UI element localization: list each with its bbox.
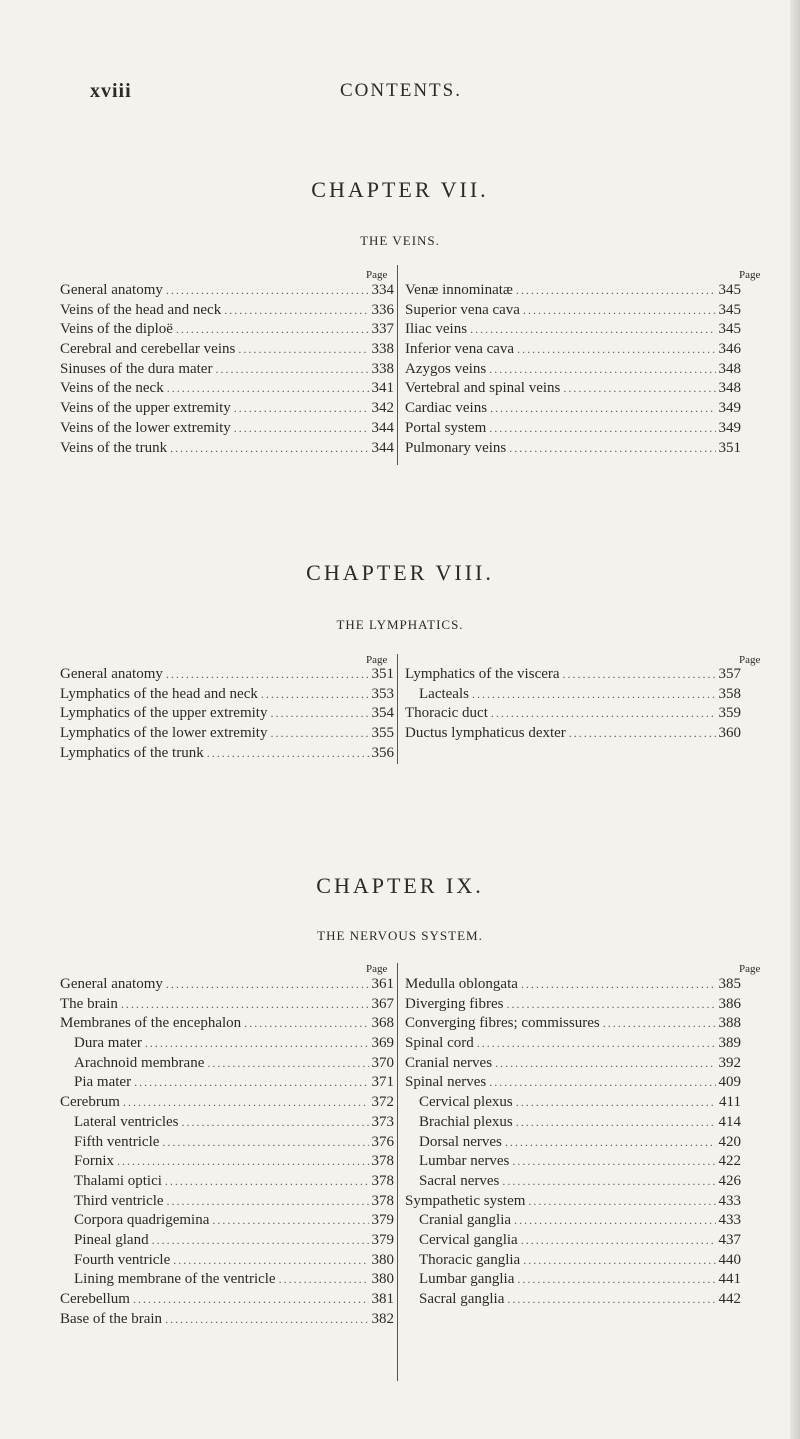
dot-leader (470, 322, 715, 337)
toc-entry-label: Cerebellum (60, 1291, 130, 1307)
toc-entry (405, 302, 741, 322)
toc-entry-page: 358 (718, 685, 741, 702)
dot-leader (528, 1194, 715, 1209)
toc-entry-page: 411 (719, 1094, 741, 1111)
toc-entry-label: Pia mater (74, 1074, 132, 1091)
dot-leader (145, 1036, 369, 1051)
dot-leader (212, 1213, 368, 1228)
toc-entry-page: 376 (371, 1133, 394, 1150)
column-divider (397, 654, 398, 764)
dot-leader (167, 1194, 369, 1209)
toc-entry (60, 302, 394, 322)
toc-entry-label: Lymphatics of the head and neck (60, 685, 258, 702)
toc-entry-page: 379 (371, 1231, 394, 1248)
toc-entry-page: 371 (371, 1074, 394, 1091)
dot-leader (489, 1075, 715, 1090)
chapter-subtitle: THE LYMPHATICS. (336, 617, 464, 632)
chapter-subtitle: THE VEINS. (360, 233, 440, 248)
toc-entry-label: Superior vena cava (405, 301, 520, 318)
toc-entry (405, 996, 741, 1016)
toc-entry-label: Venæ innominatæ (405, 282, 513, 298)
dot-leader (495, 1056, 715, 1071)
dot-leader (489, 421, 715, 436)
toc-entry-label: Lateral ventricles (74, 1113, 179, 1130)
dot-leader (521, 1233, 716, 1248)
toc-entry (60, 996, 394, 1016)
toc-entry-label: Sacral nerves (419, 1172, 500, 1189)
dot-leader (121, 997, 369, 1012)
toc-entry-label: Veins of the diploë (60, 321, 173, 338)
toc-entry-page: 373 (371, 1113, 394, 1130)
dot-leader (270, 726, 368, 741)
toc-entry (60, 1291, 394, 1311)
page-column-label: Page (739, 269, 761, 281)
dot-leader (521, 977, 716, 992)
toc-entry (60, 705, 394, 725)
toc-entry-label: Ductus lymphaticus dexter (405, 725, 566, 742)
toc-entry-label: Veins of the lower extremity (60, 419, 231, 436)
toc-entry (60, 1193, 394, 1213)
toc-entry-label: Cervical plexus (419, 1094, 513, 1111)
dot-leader (516, 283, 716, 298)
toc-entry-page: 378 (371, 1153, 394, 1170)
toc-entry (405, 440, 741, 460)
toc-entry-label: Sacral ganglia (419, 1291, 505, 1307)
toc-entry-page: 380 (371, 1271, 394, 1288)
toc-entry (60, 976, 394, 996)
toc-entry (60, 282, 394, 302)
chapter-heading: CHAPTER VIII. (306, 560, 494, 585)
toc-entry-page: 356 (371, 744, 394, 761)
toc-entry-label: Fornix (74, 1153, 115, 1170)
dot-leader (134, 1075, 368, 1090)
dot-leader (215, 362, 368, 377)
toc-entry-page: 433 (718, 1212, 741, 1229)
toc-column-right (405, 666, 741, 745)
toc-entry-page: 345 (718, 321, 741, 338)
toc-entry-label: Vertebral and spinal veins (405, 380, 561, 397)
toc-entry-label: Cardiac veins (405, 400, 488, 417)
toc-entry (405, 361, 741, 381)
toc-entry (60, 420, 394, 440)
toc-entry (60, 725, 394, 745)
toc-entry-page: 367 (371, 995, 394, 1012)
toc-entry-label: Lymphatics of the trunk (60, 744, 204, 761)
dot-leader (279, 1272, 369, 1287)
toc-entry-page: 349 (718, 400, 741, 417)
toc-entry (60, 1094, 394, 1114)
toc-entry (405, 1232, 741, 1252)
toc-entry (405, 1252, 741, 1272)
toc-entry-page: 440 (718, 1251, 741, 1268)
dot-leader (162, 1135, 368, 1150)
toc-entry (405, 666, 741, 686)
toc-entry-page: 338 (371, 341, 394, 358)
toc-entry (405, 1173, 741, 1193)
dot-leader (514, 1213, 715, 1228)
toc-entry (60, 400, 394, 420)
toc-entry (60, 1074, 394, 1094)
toc-entry-label: General anatomy (60, 666, 163, 682)
toc-entry-label: Veins of the upper extremity (60, 400, 231, 417)
toc-entry (405, 1193, 741, 1213)
toc-entry (60, 1035, 394, 1055)
toc-entry (405, 282, 741, 302)
toc-entry (60, 341, 394, 361)
toc-entry (60, 1252, 394, 1272)
page-column-label: Page (739, 963, 761, 975)
toc-entry-page: 360 (718, 725, 741, 742)
dot-leader (512, 1154, 715, 1169)
running-title: CONTENTS. (340, 80, 462, 101)
toc-entry-page: 426 (718, 1172, 741, 1189)
toc-entry-label: General anatomy (60, 976, 163, 992)
toc-entry-page: 334 (371, 282, 394, 298)
dot-leader (509, 441, 715, 456)
toc-entry (60, 745, 394, 765)
toc-entry (60, 1153, 394, 1173)
column-divider (397, 963, 398, 1381)
toc-entry-page: 336 (371, 301, 394, 318)
toc-entry-page: 345 (718, 301, 741, 318)
page-column-label: Page (366, 654, 388, 666)
toc-entry-page: 354 (371, 705, 394, 722)
dot-leader (173, 1253, 368, 1268)
toc-entry (405, 1094, 741, 1114)
toc-entry (60, 1271, 394, 1291)
toc-column-right (405, 282, 741, 459)
dot-leader (207, 746, 369, 761)
toc-entry-page: 370 (371, 1054, 394, 1071)
toc-entry (60, 1173, 394, 1193)
toc-entry-page: 437 (718, 1231, 741, 1248)
toc-entry (60, 361, 394, 381)
toc-entry-label: Veins of the head and neck (60, 301, 222, 318)
toc-entry-label: Cranial ganglia (419, 1212, 512, 1229)
toc-entry-label: Dura mater (74, 1035, 142, 1052)
dot-leader (523, 303, 716, 318)
toc-entry-page: 346 (718, 341, 741, 358)
toc-entry-label: Arachnoid membrane (74, 1054, 205, 1071)
chapter-heading: CHAPTER IX. (316, 873, 484, 898)
toc-entry-page: 441 (718, 1271, 741, 1288)
column-divider (397, 265, 398, 465)
dot-leader (516, 1095, 716, 1110)
dot-leader (167, 381, 369, 396)
dot-leader (505, 1135, 716, 1150)
toc-entry (405, 1134, 741, 1154)
toc-entry (405, 1271, 741, 1291)
toc-entry-label: Spinal nerves (405, 1074, 487, 1091)
toc-entry (405, 341, 741, 361)
toc-entry (60, 380, 394, 400)
toc-entry-page: 378 (371, 1192, 394, 1209)
toc-entry-page: 353 (371, 685, 394, 702)
toc-entry-page: 344 (371, 439, 394, 456)
toc-entry-page: 357 (718, 666, 741, 682)
dot-leader (176, 322, 369, 337)
toc-entry-page: 361 (371, 976, 394, 992)
dot-leader (234, 401, 369, 416)
dot-leader (477, 1036, 716, 1051)
toc-entry (60, 686, 394, 706)
dot-leader (491, 706, 716, 721)
toc-entry-page: 381 (371, 1291, 394, 1307)
toc-entry (405, 705, 741, 725)
toc-entry (405, 1055, 741, 1075)
dot-leader (244, 1016, 368, 1031)
dot-leader (563, 381, 715, 396)
toc-entry-page: 378 (371, 1172, 394, 1189)
toc-entry-page: 382 (371, 1310, 394, 1327)
toc-entry (60, 1311, 394, 1331)
toc-entry (60, 1232, 394, 1252)
toc-entry-label: Iliac veins (405, 321, 468, 338)
toc-entry-label: Portal system (405, 419, 487, 436)
dot-leader (489, 362, 715, 377)
toc-entry-label: Lymphatics of the viscera (405, 666, 560, 682)
toc-entry (60, 1212, 394, 1232)
toc-entry-page: 372 (371, 1094, 394, 1111)
toc-entry (60, 1015, 394, 1035)
dot-leader (523, 1253, 715, 1268)
toc-entry-label: Diverging fibres (405, 995, 504, 1012)
toc-entry-label: Base of the brain (60, 1310, 163, 1327)
toc-entry-page: 345 (718, 282, 741, 298)
toc-entry-label: Lining membrane of the ventricle (74, 1271, 276, 1288)
toc-entry-label: Sympathetic system (405, 1192, 526, 1209)
toc-entry-label: Thoracic duct (405, 705, 488, 722)
toc-entry-label: Lumbar nerves (419, 1153, 510, 1170)
toc-entry-label: Pulmonary veins (405, 439, 507, 456)
dot-leader (507, 1292, 715, 1307)
dot-leader (603, 1016, 716, 1031)
toc-entry (60, 1055, 394, 1075)
toc-entry (405, 321, 741, 341)
toc-entry-label: Thalami optici (74, 1172, 162, 1189)
toc-entry-page: 349 (718, 419, 741, 436)
toc-entry-page: 341 (371, 380, 394, 397)
toc-entry-label: Cranial nerves (405, 1054, 493, 1071)
toc-entry-label: Cerebral and cerebellar veins (60, 341, 236, 358)
toc-column-left (60, 666, 394, 764)
toc-entry-page: 355 (371, 725, 394, 742)
toc-entry-label: Inferior vena cava (405, 341, 515, 358)
toc-entry-page: 344 (371, 419, 394, 436)
dot-leader (238, 342, 368, 357)
toc-entry-page: 442 (718, 1291, 741, 1307)
toc-entry-page: 338 (371, 360, 394, 377)
toc-entry (405, 725, 741, 745)
toc-entry-label: Lymphatics of the lower extremity (60, 725, 268, 742)
toc-entry-label: Third ventricle (74, 1192, 164, 1209)
toc-entry-label: Fourth ventricle (74, 1251, 171, 1268)
toc-entry (60, 1134, 394, 1154)
toc-entry-label: Lumbar ganglia (419, 1271, 515, 1288)
toc-entry (405, 1074, 741, 1094)
toc-entry-label: Converging fibres; commissures (405, 1015, 600, 1032)
page-edge-shadow (790, 0, 800, 1439)
dot-leader (117, 1154, 368, 1169)
toc-entry (405, 380, 741, 400)
dot-leader (166, 667, 369, 682)
toc-entry-page: 380 (371, 1251, 394, 1268)
toc-entry (405, 686, 741, 706)
dot-leader (166, 283, 369, 298)
toc-entry (405, 420, 741, 440)
dot-leader (270, 706, 368, 721)
toc-entry-page: 422 (718, 1153, 741, 1170)
toc-entry-label: Veins of the neck (60, 380, 164, 397)
toc-entry (60, 1114, 394, 1134)
dot-leader (563, 667, 716, 682)
page-column-label: Page (739, 654, 761, 666)
toc-entry-page: 385 (718, 976, 741, 992)
toc-entry-label: Veins of the trunk (60, 439, 168, 456)
toc-column-right (405, 976, 741, 1311)
chapter-heading: CHAPTER VII. (311, 177, 489, 202)
toc-entry-label: Azygos veins (405, 360, 487, 377)
toc-entry (405, 1153, 741, 1173)
toc-entry (405, 1212, 741, 1232)
dot-leader (261, 687, 369, 702)
toc-entry-page: 348 (718, 360, 741, 377)
toc-entry-page: 359 (718, 705, 741, 722)
toc-entry-page: 351 (718, 439, 741, 456)
toc-entry-label: Spinal cord (405, 1035, 474, 1052)
toc-entry-label: Dorsal nerves (419, 1133, 502, 1150)
toc-entry-page: 379 (371, 1212, 394, 1229)
running-head (0, 80, 800, 104)
toc-entry (405, 400, 741, 420)
dot-leader (234, 421, 369, 436)
dot-leader (472, 687, 716, 702)
toc-entry-page: 369 (371, 1035, 394, 1052)
dot-leader (502, 1174, 715, 1189)
page-column-label: Page (366, 963, 388, 975)
toc-entry (405, 1291, 741, 1311)
toc-entry (405, 1015, 741, 1035)
dot-leader (165, 1174, 369, 1189)
toc-entry-label: Medulla oblongata (405, 976, 518, 992)
toc-entry-page: 389 (718, 1035, 741, 1052)
toc-column-left (60, 282, 394, 459)
dot-leader (133, 1292, 369, 1307)
toc-entry-page: 433 (718, 1192, 741, 1209)
toc-entry-page: 351 (371, 666, 394, 682)
toc-column-left (60, 976, 394, 1330)
toc-entry-label: Corpora quadrigemina (74, 1212, 210, 1229)
toc-entry-page: 409 (718, 1074, 741, 1091)
toc-entry-label: Fifth ventricle (74, 1133, 160, 1150)
toc-entry-page: 368 (371, 1015, 394, 1032)
dot-leader (123, 1095, 369, 1110)
toc-entry-page: 392 (718, 1054, 741, 1071)
dot-leader (152, 1233, 369, 1248)
toc-entry (60, 321, 394, 341)
dot-leader (170, 441, 368, 456)
toc-entry-page: 337 (371, 321, 394, 338)
dot-leader (516, 1115, 716, 1130)
toc-entry-page: 414 (718, 1113, 741, 1130)
chapter-subtitle: THE NERVOUS SYSTEM. (317, 928, 483, 943)
toc-entry-label: Membranes of the encephalon (60, 1015, 242, 1032)
toc-entry (405, 1114, 741, 1134)
toc-entry-label: Cervical ganglia (419, 1231, 518, 1248)
toc-entry-label: Brachial plexus (419, 1113, 513, 1130)
dot-leader (517, 1272, 715, 1287)
toc-entry (60, 440, 394, 460)
toc-entry (60, 666, 394, 686)
page-column-label: Page (366, 269, 388, 281)
dot-leader (182, 1115, 369, 1130)
toc-entry-label: General anatomy (60, 282, 163, 298)
dot-leader (166, 977, 369, 992)
toc-entry-page: 348 (718, 380, 741, 397)
toc-entry-page: 342 (371, 400, 394, 417)
dot-leader (224, 303, 368, 318)
toc-entry-page: 388 (718, 1015, 741, 1032)
dot-leader (506, 997, 715, 1012)
toc-entry-label: Cerebrum (60, 1094, 120, 1111)
toc-entry-label: Thoracic ganglia (419, 1251, 521, 1268)
toc-entry-label: Pineal gland (74, 1231, 149, 1248)
toc-entry-label: Sinuses of the dura mater (60, 360, 213, 377)
toc-entry-label: Lacteals (419, 685, 469, 702)
toc-entry-page: 420 (718, 1133, 741, 1150)
dot-leader (207, 1056, 368, 1071)
toc-entry (405, 1035, 741, 1055)
dot-leader (490, 401, 715, 416)
toc-entry (405, 976, 741, 996)
toc-entry-label: The brain (60, 995, 118, 1012)
dot-leader (517, 342, 715, 357)
toc-entry-label: Lymphatics of the upper extremity (60, 705, 268, 722)
dot-leader (569, 726, 716, 741)
dot-leader (165, 1312, 368, 1327)
page-number: xviii (90, 80, 132, 102)
toc-entry-page: 386 (718, 995, 741, 1012)
